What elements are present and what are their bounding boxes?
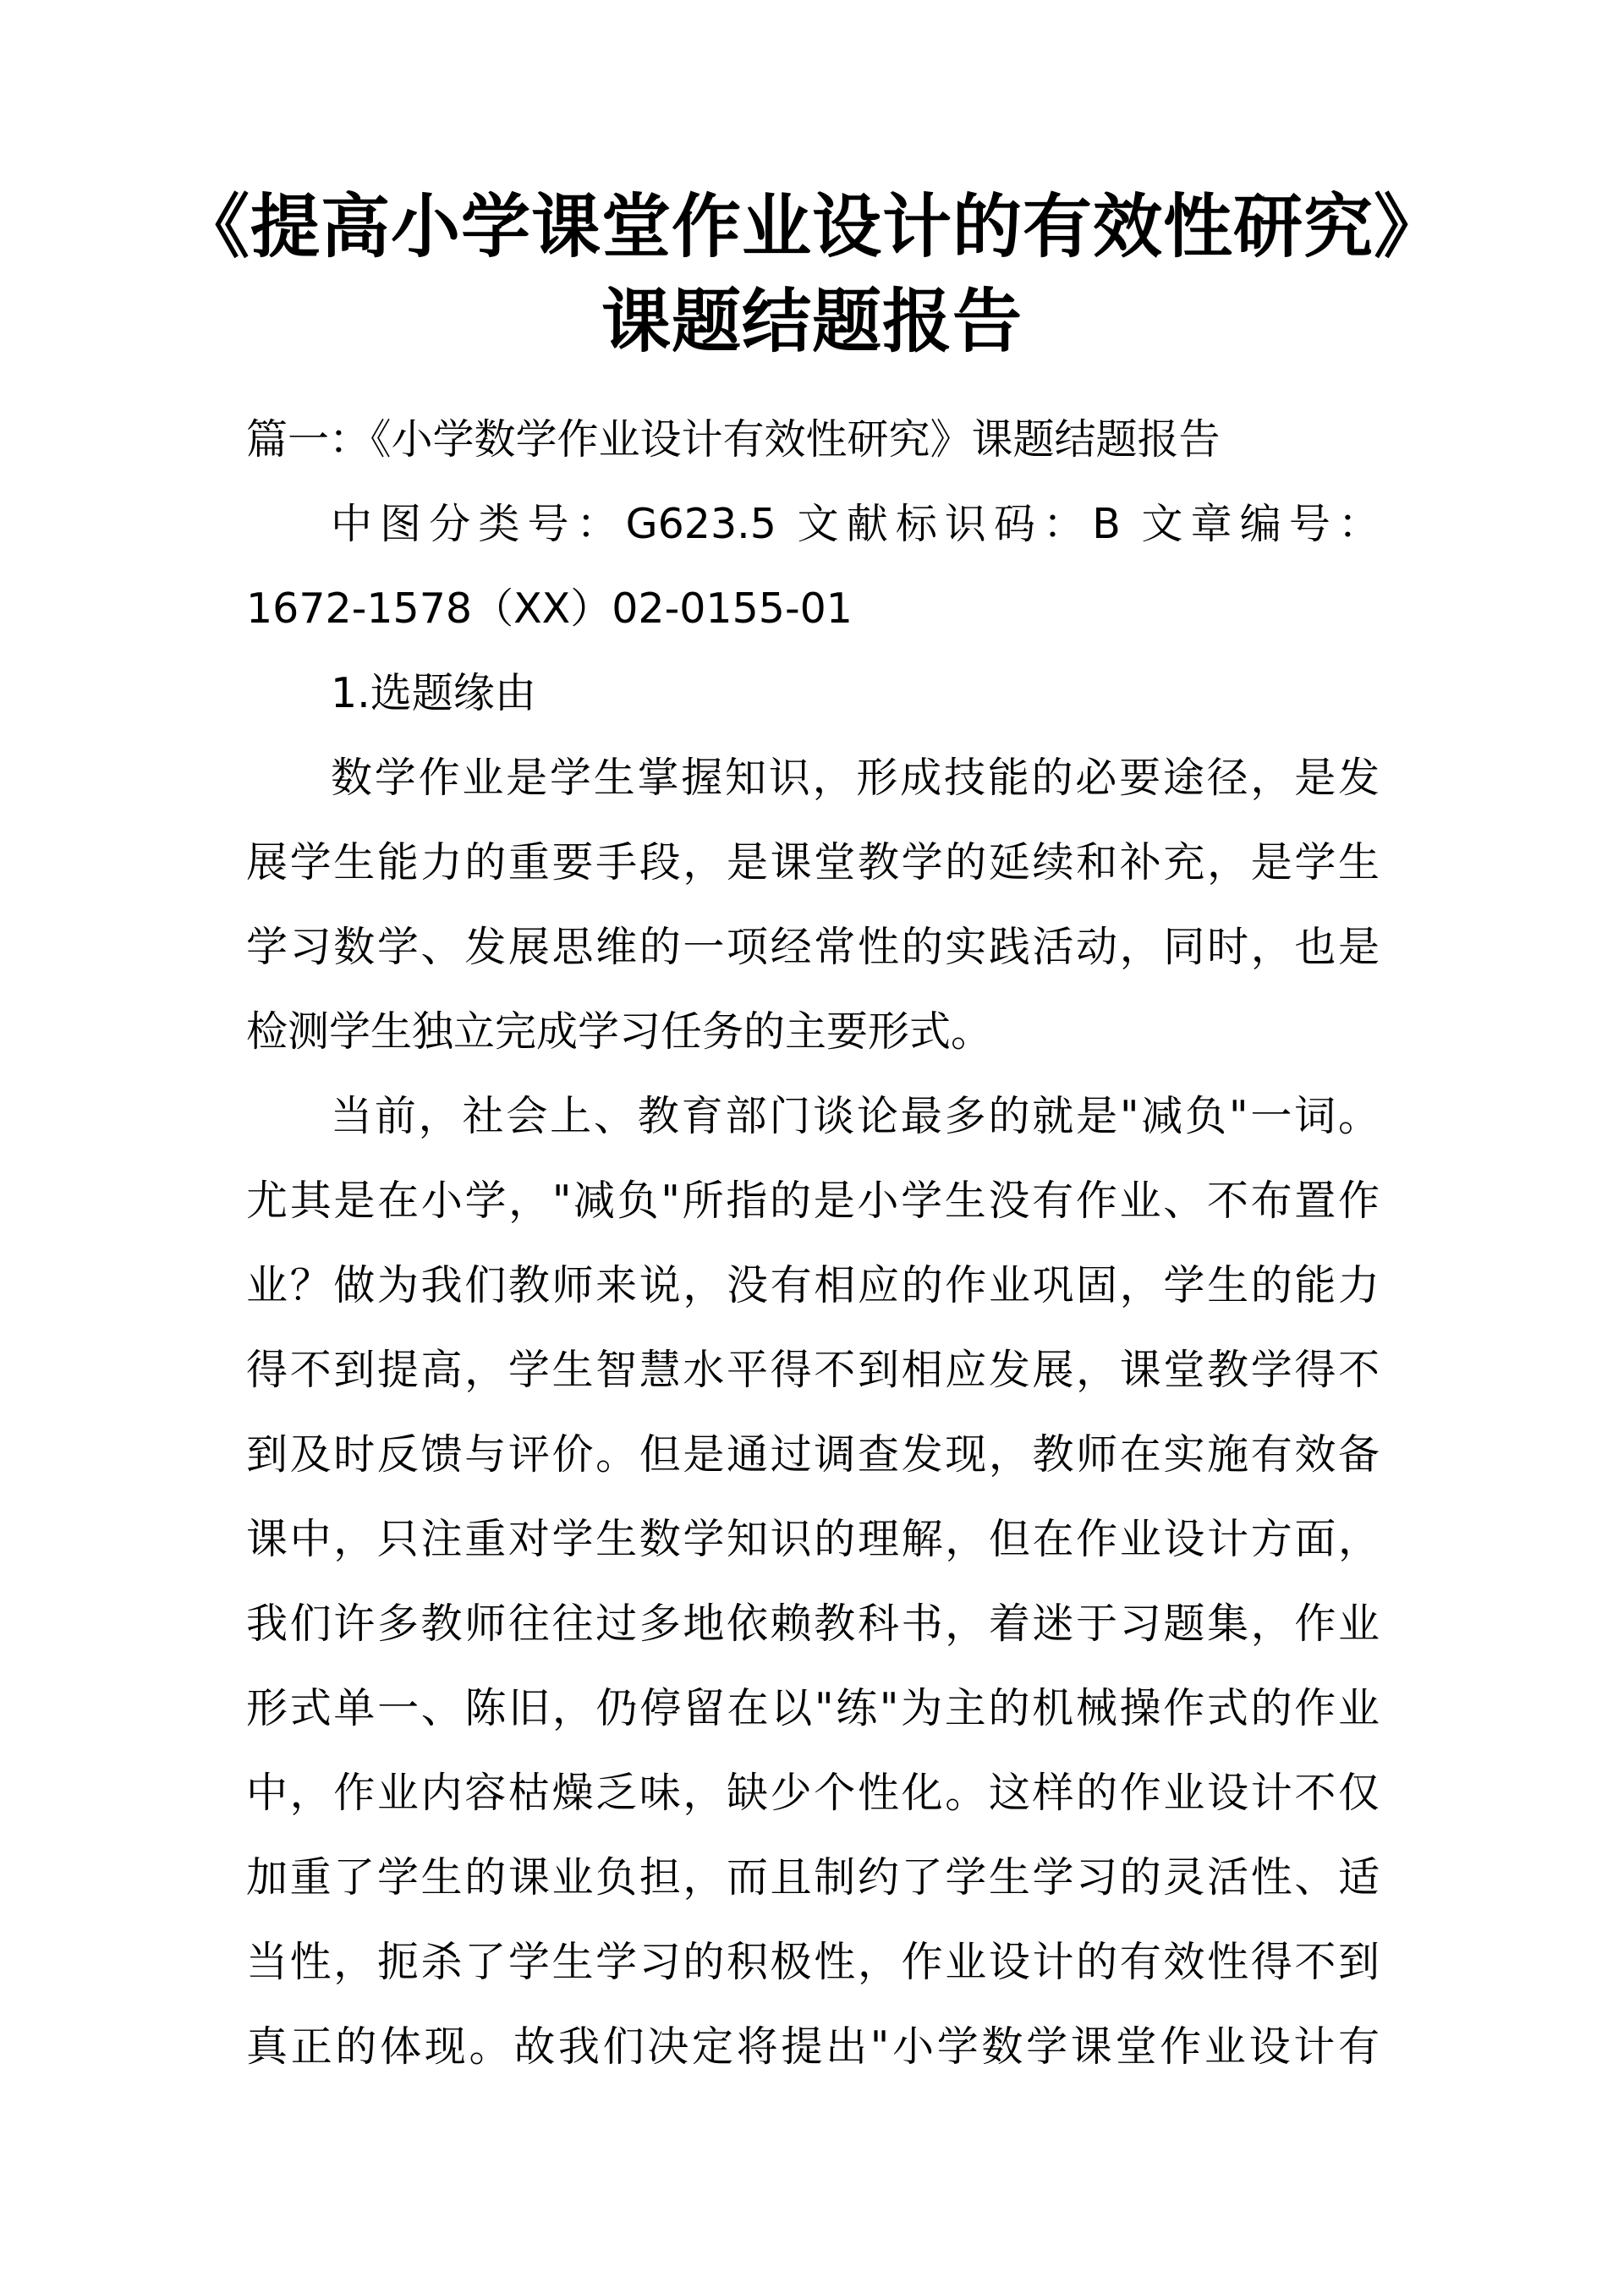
paragraph-line: 中，作业内容枯燥乏味，缺少个性化。这样的作业设计不仅 <box>246 1769 1380 1817</box>
paragraph-line: 真正的体现。故我们决定将提出"小学数学课堂作业设计有 <box>246 2022 1380 2071</box>
paragraph-line: 学习数学、发展思维的一项经常性的实践活动，同时，也是 <box>246 923 1380 971</box>
paragraph-line: 尤其是在小学，"减负"所指的是小学生没有作业、不布置作 <box>246 1177 1380 1225</box>
paragraph-line: 当性，扼杀了学生学习的积极性，作业设计的有效性得不到 <box>246 1938 1380 1986</box>
paragraph-line: 形式单一、陈旧，仍停留在以"练"为主的机械操作式的作业 <box>246 1684 1380 1732</box>
subheading: 1.选题缘由 <box>331 669 536 717</box>
section-heading: 篇一：《小学数学作业设计有效性研究》课题结题报告 <box>246 415 1221 464</box>
paragraph-1 <box>246 736 1380 1074</box>
classification-line-1: 中图分类号：G623.5 文献标识码：B 文章编号： <box>331 500 1380 548</box>
paragraph-line: 我们许多教师往往过多地依赖教科书，着迷于习题集，作业 <box>246 1600 1380 1648</box>
paragraph-line: 展学生能力的重要手段，是课堂教学的延续和补充，是学生 <box>246 838 1380 886</box>
paragraph-line: 业？做为我们教师来说，没有相应的作业巩固，学生的能力 <box>246 1261 1380 1309</box>
classification-line-2: 1672-1578（XX）02-0155-01 <box>246 584 853 633</box>
paragraph-line: 数学作业是学生掌握知识，形成技能的必要途径，是发 <box>331 754 1380 802</box>
document-title-line2: 课题结题报告 <box>601 281 1023 362</box>
document-title-line1: 《提高小学课堂作业设计的有效性研究》 <box>179 186 1444 267</box>
paragraph-line: 检测学生独立完成学习任务的主要形式。 <box>246 1007 993 1056</box>
paragraph-line: 课中，只注重对学生数学知识的理解，但在作业设计方面， <box>246 1515 1380 1563</box>
paragraph-line: 当前，社会上、教育部门谈论最多的就是"减负"一词。 <box>331 1092 1380 1140</box>
paragraph-line: 得不到提高，学生智慧水平得不到相应发展，课堂教学得不 <box>246 1346 1380 1394</box>
paragraph-line: 加重了学生的课业负担，而且制约了学生学习的灵活性、适 <box>246 1853 1380 1902</box>
document-body <box>246 398 1380 2089</box>
paragraph-line: 到及时反馈与评价。但是通过调查发现，教师在实施有效备 <box>246 1430 1380 1479</box>
paragraph-2 <box>246 1074 1380 2089</box>
